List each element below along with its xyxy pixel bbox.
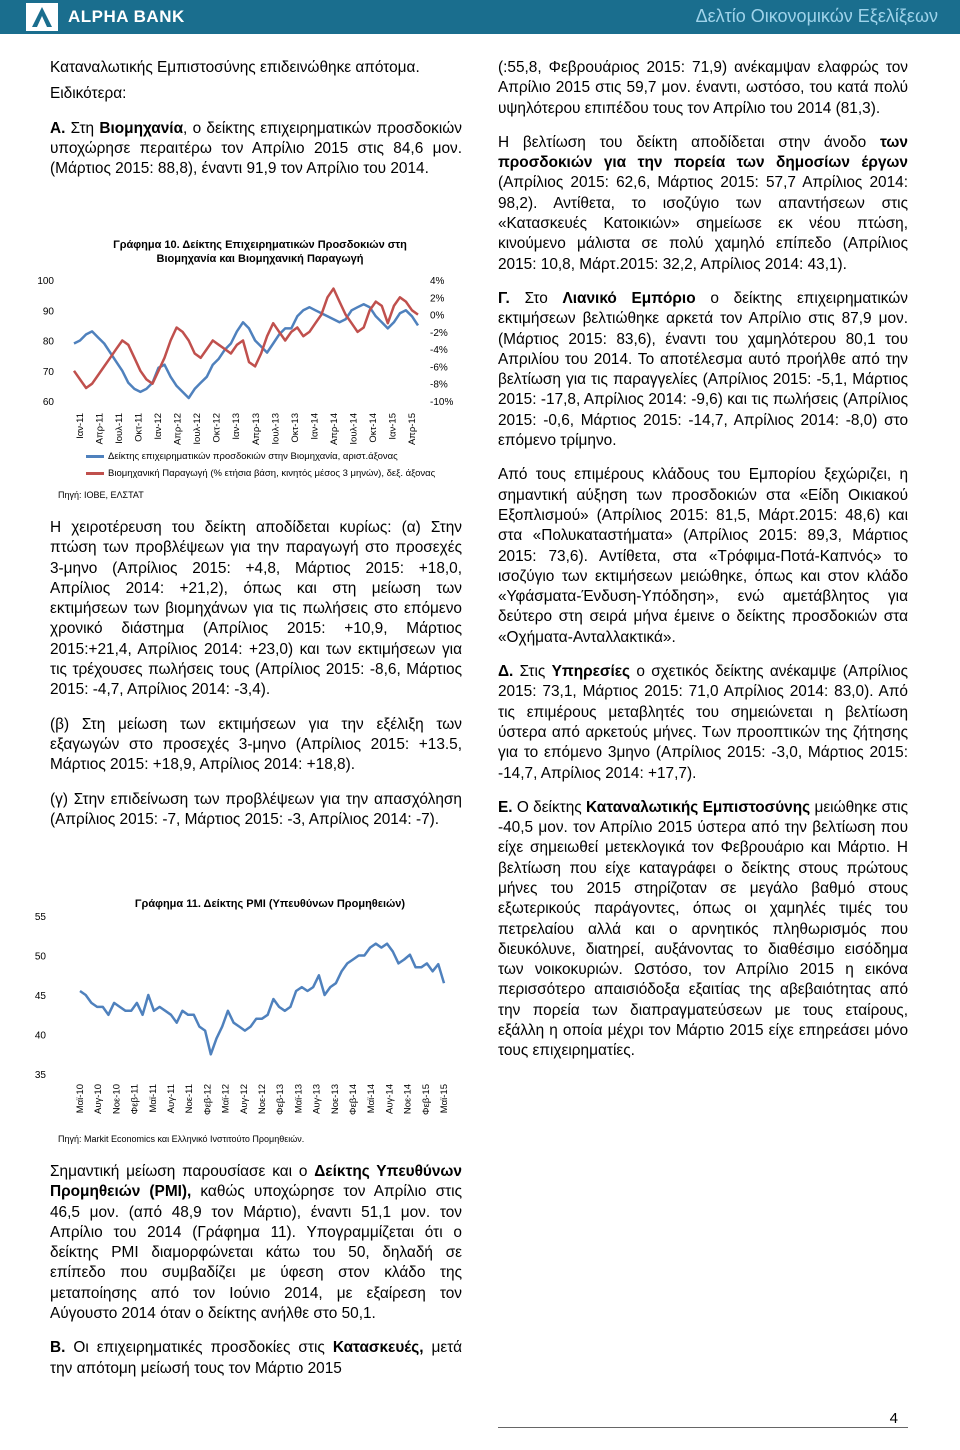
x-tick-label: Απρ-15: [407, 413, 418, 446]
y-right-tick-label: -10%: [430, 397, 454, 408]
footer-rule: [498, 1427, 908, 1428]
chart11-source: Πηγή: Markit Economics και Ελληνικό Ινστιτούτο Προμηθειών.: [58, 1134, 305, 1144]
x-tick-label: Οκτ-14: [367, 413, 379, 443]
y-right-tick-label: -4%: [430, 345, 448, 357]
section-a-bold: Βιομηχανία: [99, 119, 184, 137]
left-column-bottom: [50, 1162, 462, 1393]
y-tick-label: 50: [34, 951, 46, 963]
section-a: Α. Στη Βιομηχανία, ο δείκτης επιχειρηματικών προσδοκιών υποχώρησε περαιτέρω τον Απρίλιο 2015 στις 84,6 μον. (Μάρτιος 2015: 88,8), έναντι 91,9 τον Απρίλιο του 2014.: [50, 119, 463, 178]
bulletin-title: Δελτίο Οικονομικών Εξελίξεων: [695, 6, 938, 26]
y-left-tick-label: 60: [42, 397, 54, 408]
x-tick-label: Απρ-14: [328, 413, 340, 446]
section-a-label: Α.: [50, 119, 66, 137]
right-column: [498, 58, 908, 1076]
x-tick-label: Αυγ-14: [384, 1084, 396, 1115]
x-tick-label: Φεβ-13: [275, 1084, 287, 1116]
x-tick-label: Μαϊ-11: [147, 1084, 159, 1113]
section-e: Ε. Ο δείκτης Καταναλωτικής Εμπιστοσύνης μειώθηκε στις -40,5 μον. τον Απρίλιο 2015 ύστερα από την βελτίωση που είχε σημειωθεί μετεκλογικά τον Φεβρουάριο και Μάρτιο. Η βελτίωση που είχε καταγράφει ο δείκτης στους πρώτους μήνες του 2015 στηρίζοταν σε μεγάλο βαθμό στους εξωτερικούς παράγοντες, όπως οι χαμηλές τιμές του πετρελαίου αλλά και ο αρνητικός πληθωρισμός που διευκόλυνε, διατηρεί, αυξάνοντας το διαθέσιμο εισόδημα των νοικοκυριών. Ωστόσο, τον Απρίλιο 2015 η εικόνα περισσότερο απαισιόδοξα εξαιτίας της αβεβαιότητας από την πορεία των διαπραγματεύσεων με τους εταίρους, εξάλλη η οποία μέχρι τον Μάρτιο 2015 είχε επηρεάσει μόνο τους επιχειρηματίες.: [498, 798, 909, 1060]
x-tick-label: Ιουλ-12: [192, 413, 204, 445]
pmi-paragraph: Σημαντική μείωση παρουσίασε και ο Δείκτης Υπευθύνων Προμηθειών (PMI), καθώς υποχώρησε τον Απρίλιο στις 46,5 μον. (από 48,9 τον Μάρτιο), έναντι 51,1 μον. τον Απρίλιο του 2014 (Γράφημα 11). Υπογραμμίζεται ότι ο δείκτης PMI διαμορφώνεται κάτω του 50, δηλαδή σε επίπεδο που συμβαδίζει με ύφεση στον κλάδο της μεταποίησης από τον Ιούνιο 2014, με εξαίρεση τον Αύγουστο 2014 όταν ο δείκτης ανήλθε στο 50,1.: [50, 1163, 462, 1323]
y-tick-label: 35: [34, 1070, 46, 1081]
x-tick-label: Αυγ-13: [311, 1084, 323, 1115]
y-right-tick-label: 0%: [430, 310, 445, 322]
legend-item-production: Βιομηχανική Παραγωγή (% ετήσια βάση, κινητός μέσος 3 μηνών), δεξ. άξονας: [86, 465, 476, 482]
y-right-tick-label: -2%: [430, 327, 448, 339]
x-tick-label: Νοε-13: [329, 1084, 341, 1115]
section-g-bold: Λιανικό Εμπόριο: [562, 289, 696, 307]
x-tick-label: Φεβ-11: [129, 1084, 141, 1115]
x-tick-label: Μαϊ-10: [75, 1084, 86, 1114]
section-e-bold: Καταναλωτικής Εμπιστοσύνης: [586, 798, 811, 816]
x-tick-label: Ιουλ-14: [348, 413, 360, 445]
y-left-tick-label: 80: [42, 336, 54, 348]
chart-pmi: [20, 894, 470, 1154]
section-b: Β. Οι επιχειρηματικές προσδοκίες στις Κατασκευές, μετά την απότομη μείωσή τους τον Μάρτιο 2015: [50, 1339, 463, 1377]
section-b-label: Β.: [50, 1339, 66, 1357]
x-tick-label: Οκτ-11: [133, 413, 145, 442]
x-tick-label: Αυγ-12: [238, 1084, 250, 1115]
series-line-industrial-production: [74, 289, 418, 388]
x-tick-label: Ιαν-13: [231, 413, 243, 440]
x-tick-label: Αυγ-10: [93, 1084, 105, 1115]
x-tick-label: Μαϊ-15: [439, 1084, 450, 1114]
chart10-source: Πηγή: ΙΟΒΕ, ΕΛΣΤΑΤ: [58, 490, 144, 500]
x-tick-label: Ιαν-15: [387, 413, 399, 440]
legend-item-industry: Δείκτης επιχειρηματικών προσδοκιών στην Βιομηχανία, αριστ.άξονας: [86, 448, 476, 465]
x-tick-label: Οκτ-12: [211, 413, 223, 443]
x-tick-label: Νοε-10: [111, 1084, 123, 1115]
pmi-bold: Δείκτης Υπευθύνων Προμηθειών (PMI),: [50, 1163, 462, 1201]
y-left-tick-label: 100: [37, 276, 54, 287]
y-right-tick-label: -6%: [430, 362, 448, 374]
y-right-tick-label: 4%: [430, 276, 445, 287]
x-tick-label: Απρ-13: [250, 413, 262, 446]
paragraph-a: Η χειροτέρευση του δείκτη αποδίδεται κυρίως: (α) Στην πτώση των προβλέψεων για την παραγωγή στο προσεχές 3-μηνο (Απρίλιος 2015: +4,8, Μάρτιος 2015: +18,0, Απρίλιος 2014: +21,2), όπως και στη μείωση των εκτιμήσεων των βιομηχάνων για τις πωλήσεις στο επόμενο χρονικό διάστημα (Απρίλιος 2015: +10,9, Μάρτιος 2015:+21,4, Απρίλιος 2014: +23,0) και των εκτιμήσεων για τις τρέχουσες πωλήσεις τους (Απρίλιος 2015: -8,6, Μάρτιος 2015: -4,7, Απρίλιος 2014: -3,4).: [50, 519, 462, 699]
page-number: 4: [889, 1410, 898, 1427]
x-tick-label: Νοε-11: [184, 1084, 196, 1114]
y-right-tick-label: 2%: [430, 293, 445, 305]
intro-specifically: Ειδικότερα:: [50, 85, 127, 103]
section-b-bold: Κατασκευές,: [332, 1339, 424, 1357]
y-left-tick-label: 90: [42, 306, 54, 318]
x-tick-label: Ιουλ-11: [114, 413, 126, 444]
section-d-bold: Υπηρεσίες: [551, 663, 631, 681]
x-tick-label: Μαϊ-12: [220, 1084, 232, 1114]
section-g: Γ. Στο Λιανικό Εμπόριο ο δείκτης επιχειρηματικών εκτιμήσεων βελτιώθηκε αρκετά τον Απρίλιο στις 87,9 μον. (Μάρτιος 2015: 83,6), έναντι του χαμηλότερου 80,1 του Απριλίου του 2014. Το αποτέλεσμα αυτό προήλθε από την βελτίωση για τις παραγγελίες (Απρίλιος 2015: -5,1, Μάρτιος 2015: -17,8, Απρίλιος 2014: -9,6) και τις πωλήσεις (Απρίλιος 2015: -0,6, Μάρτιος 2015: -14,7, Απρίλιος 2014: -8,0) στο επόμενο τρίμηνο.: [498, 289, 908, 450]
x-tick-label: Φεβ-12: [202, 1084, 214, 1116]
x-tick-label: Ιαν-11: [75, 413, 86, 439]
x-tick-label: Νοε-12: [257, 1084, 268, 1115]
y-tick-label: 40: [34, 1030, 46, 1042]
intro-text: Καταναλωτικής Εμπιστοσύνης επιδεινώθηκε απότομα.: [50, 59, 420, 76]
chart11-title: Γράφημα 11. Δείκτης PMI (Υπευθύνων Προμηθειών): [134, 898, 406, 910]
x-tick-label: Ιαν-12: [153, 413, 165, 440]
paragraph-b: (β) Στη μείωση των εκτιμήσεων για την εξέλιξη των εξαγωγών στο προσεχές 3-μηνο (Απρίλιος 2015: +13.5, Μάρτιος 2015: +18,9, Απρίλιος 2014: +18,8).: [50, 715, 462, 774]
y-tick-label: 55: [34, 912, 46, 923]
section-e-label: Ε.: [498, 798, 513, 816]
x-tick-label: Νοε-14: [402, 1084, 414, 1115]
x-tick-label: Αυγ-11: [166, 1084, 177, 1114]
left-column-middle: [50, 518, 462, 844]
public-works-bold: των προσδοκιών για την πορεία των δημοσίων έργων: [498, 133, 908, 172]
chart11-plot: [20, 894, 470, 1134]
x-tick-label: Ιουλ-13: [270, 413, 282, 445]
x-tick-label: Οκτ-13: [289, 413, 301, 443]
x-tick-label: Απρ-11: [94, 413, 106, 445]
paragraph-c: (γ) Στην επιδείνωση των προβλέψεων για την απασχόληση (Απρίλιος 2015: -7, Μάρτιος 2015: -3, Απρίλιος 2014: -7).: [50, 790, 462, 828]
chart-industry-expectations: [20, 238, 470, 508]
construction-paragraph: (:55,8, Φεβρουάριος 2015: 71,9) ανέκαμψαν ελαφρώς τον Απρίλιο 2015 στις 59,7 μον. έναντι, ωστόσο, του κατά πολύ υψηλότερου επιπέδου τους τον Απρίλιο του 2014 (81,3).: [498, 59, 908, 117]
section-g-label: Γ.: [498, 289, 510, 307]
trade-subsectors-paragraph: Από τους επιμέρους κλάδους του Εμπορίου ξεχώριζει, η σημαντική αύξηση των προσδοκιών στα «Είδη Οικιακού Εξοπλισμού» (Απρίλιος 2015: 81,5, Μάρτ.2015: 48,6) και στα «Πολυκαταστήματα» (Απρίλιος 2015: 89,3, Μάρτιος 2015: 73,6). Αντίθετα, στα «Τρόφιμα-Ποτά-Καπνός» το ισοζύγιο των εκτιμήσεων μειώθηκε, όπως και στον κλάδο «Υφάσματα-Ένδυση-Υπόδηση», ενώ αμετάβλητος για δεύτερο στη σειρά μήνα έμεινε ο δείκτης προσδοκιών στα «Οχήματα-Ανταλλακτικά».: [498, 466, 908, 646]
y-left-tick-label: 70: [42, 366, 54, 378]
page-header: [0, 0, 960, 34]
x-tick-label: Φεβ-14: [348, 1084, 359, 1116]
x-tick-label: Μαϊ-14: [366, 1084, 378, 1114]
left-column-top: [50, 58, 462, 193]
section-d: Δ. Στις Υπηρεσίες ο σχετικός δείκτης ανέκαμψε (Απρίλιος 2015: 73,1, Μάρτιος 2015: 71,0 Απρίλιος 2014: 83,0). Από τις επιμέρους μεταβλητές του σημειώνεται η βελτίωση ύστερα από αρκετούς μήνες. Των προοπτικών της ζήτησης για το επόμενο 3μηνο (Απρίλιος 2015: -3,0, Μάρτιος 2015: -14,7, Απρίλιος 2014: +17,7).: [498, 663, 908, 782]
x-tick-label: Απρ-12: [172, 413, 184, 446]
x-tick-label: Φεβ-15: [420, 1084, 432, 1116]
series-line-pmi: [80, 944, 444, 1055]
x-tick-label: Μαϊ-13: [293, 1084, 305, 1114]
section-d-label: Δ.: [498, 663, 514, 681]
y-right-tick-label: -8%: [430, 379, 448, 391]
x-tick-label: Ιαν-14: [309, 413, 321, 440]
chart10-title: Γράφημα 10. Δείκτης Επιχειρηματικών Προσδοκιών στη Βιομηχανία και Βιομηχανική Παραγωγή: [113, 239, 407, 265]
public-works-paragraph: Η βελτίωση του δείκτη αποδίδεται στην άνοδο των προσδοκιών για την πορεία των δημοσίων έργων (Απρίλιος 2015: 62,6, Μάρτιος 2015: 57,7 Απρίλιος 2014: 98,2). Αντίθετα, το ισοζύγιο των απαντήσεων στις «Κατασκευές Κατοικιών» σημείωσε εκ νέου πτώση, κινούμενο μάλιστα σε πολύ χαμηλό επίπεδο (Απρίλιος 2015: 10,8, Μάρτ.2015: 32,2, Απρίλιος 2014: 43,1).: [498, 133, 908, 273]
brand-name: ALPHA BANK: [68, 7, 185, 26]
y-tick-label: 45: [34, 991, 46, 1002]
chart10-legend: [86, 448, 476, 482]
alpha-bank-logo-icon: [26, 3, 58, 31]
